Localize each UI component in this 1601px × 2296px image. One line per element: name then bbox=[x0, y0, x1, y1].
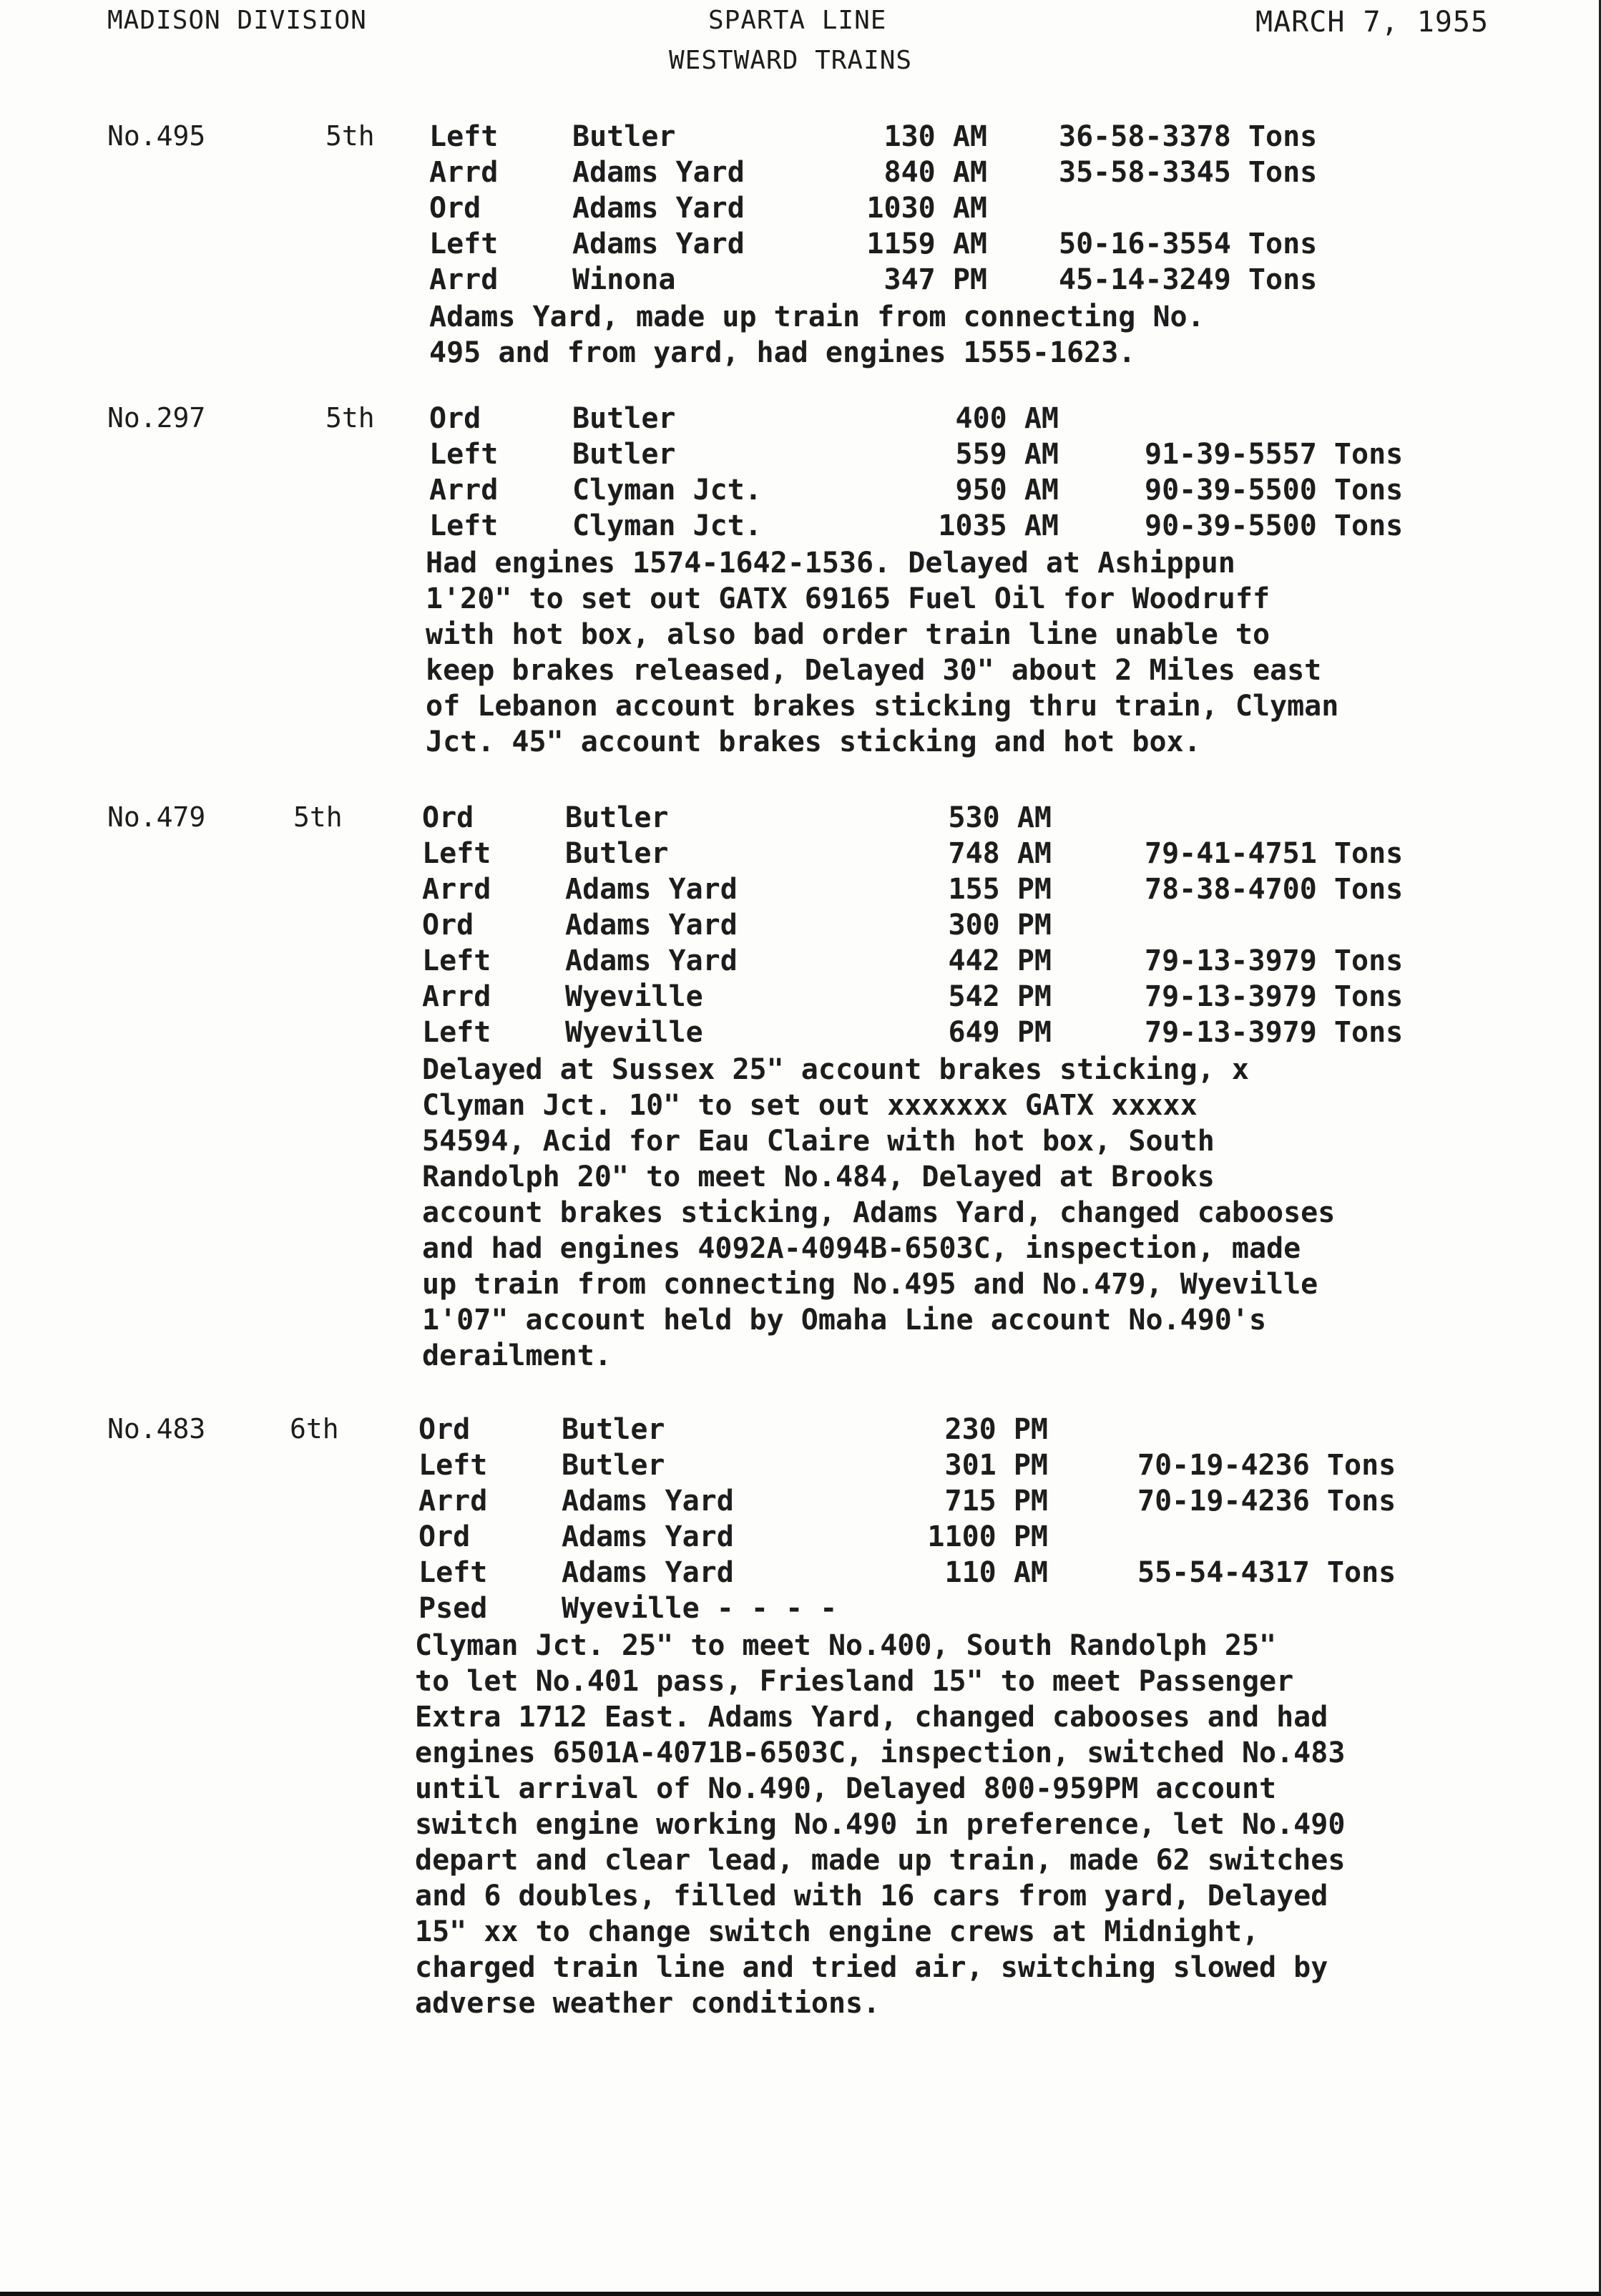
train-entry bbox=[429, 228, 987, 263]
entry-action: Ord bbox=[422, 801, 474, 834]
entry-place: Clyman Jct. bbox=[572, 474, 762, 507]
note-line: Delayed at Sussex 25" account brakes sticking, x bbox=[422, 1053, 1249, 1086]
entry-action: Ord bbox=[429, 402, 481, 435]
entry-place: Adams Yard bbox=[572, 192, 745, 225]
entry-time: 300 PM bbox=[948, 909, 1052, 942]
entry-place: Clyman Jct. bbox=[572, 509, 762, 542]
note-line: and 6 doubles, filled with 16 cars from yard, Delayed bbox=[415, 1880, 1328, 1912]
date-header: MARCH 7, 1955 bbox=[1255, 6, 1489, 39]
note-line: Adams Yard, made up train from connecting No. bbox=[429, 301, 1205, 333]
entry-action: Arrd bbox=[418, 1485, 488, 1518]
entry-time: 649 PM bbox=[948, 1016, 1052, 1049]
entry-time: 840 AM bbox=[883, 156, 987, 189]
entry-time: 442 PM bbox=[948, 944, 1052, 977]
note-line: with hot box, also bad order train line unable to bbox=[426, 618, 1270, 651]
entry-action: Ord bbox=[422, 909, 474, 942]
note-line: of Lebanon account brakes sticking thru train, Clyman bbox=[426, 690, 1339, 723]
train-entry bbox=[422, 837, 1052, 873]
train-entry bbox=[429, 192, 987, 228]
entry-action: Arrd bbox=[429, 474, 499, 507]
entry-place: Butler bbox=[572, 438, 676, 471]
note-line: to let No.401 pass, Friesland 15" to meet Passenger bbox=[415, 1665, 1294, 1698]
entry-time: 400 AM bbox=[955, 402, 1059, 435]
entry-action: Left bbox=[429, 509, 499, 542]
train-entry bbox=[418, 1449, 1048, 1485]
train-number: No.483 bbox=[107, 1413, 206, 1445]
entry-time: 1035 AM bbox=[938, 509, 1059, 542]
entry-place: Butler bbox=[565, 801, 669, 834]
entry-time: 559 AM bbox=[955, 438, 1059, 471]
entry-action: Arrd bbox=[422, 980, 491, 1013]
note-line: engines 6501A-4071B-6503C, inspection, switched No.483 bbox=[415, 1736, 1346, 1769]
entry-action: Left bbox=[422, 1016, 491, 1049]
entry-place: Adams Yard bbox=[572, 228, 745, 260]
entry-time: 110 AM bbox=[944, 1556, 1048, 1589]
entry-place: Butler bbox=[562, 1449, 665, 1482]
entry-time: 1030 AM bbox=[866, 192, 987, 225]
entry-place: Butler bbox=[572, 402, 676, 435]
division-header: MADISON DIVISION bbox=[107, 6, 367, 35]
train-entry bbox=[418, 1485, 1048, 1520]
note-line: up train from connecting No.495 and No.479, Wyeville bbox=[422, 1268, 1318, 1301]
line-header: SPARTA LINE bbox=[708, 6, 887, 35]
entry-place: Butler bbox=[562, 1413, 665, 1446]
entry-place: Adams Yard bbox=[562, 1485, 734, 1518]
note-line: until arrival of No.490, Delayed 800-959PM account bbox=[415, 1772, 1277, 1805]
train-entry bbox=[422, 909, 1052, 944]
note-line: Clyman Jct. 25" to meet No.400, South Randolph 25" bbox=[415, 1629, 1277, 1662]
train-day: 6th bbox=[290, 1413, 339, 1445]
train-notes bbox=[426, 545, 1338, 760]
entry-action: Left bbox=[418, 1556, 488, 1589]
note-line: charged train line and tried air, switching slowed by bbox=[415, 1951, 1328, 1984]
entry-place: Winona bbox=[572, 263, 676, 296]
entry-action: Left bbox=[418, 1449, 488, 1482]
note-line: Randolph 20" to meet No.484, Delayed at Brooks bbox=[422, 1161, 1215, 1193]
train-entry bbox=[429, 509, 1059, 545]
train-entry bbox=[422, 980, 1052, 1016]
train-number: No.495 bbox=[107, 120, 206, 152]
note-line: depart and clear lead, made up train, made 62 switches bbox=[415, 1844, 1346, 1877]
train-notes bbox=[429, 299, 1205, 371]
entry-time: 950 AM bbox=[955, 474, 1059, 507]
note-line: account brakes sticking, Adams Yard, changed cabooses bbox=[422, 1196, 1336, 1229]
entry-time: 542 PM bbox=[948, 980, 1052, 1013]
train-entry bbox=[418, 1556, 1048, 1592]
entry-action: Left bbox=[422, 837, 491, 870]
entry-time: 130 AM bbox=[883, 120, 987, 153]
entry-place: Wyeville bbox=[565, 980, 703, 1013]
entry-time: 530 AM bbox=[948, 801, 1052, 834]
entry-time: 347 PM bbox=[883, 263, 987, 296]
note-line: adverse weather conditions. bbox=[415, 1987, 881, 2020]
note-line: Had engines 1574-1642-1536. Delayed at Ashippun bbox=[426, 547, 1235, 580]
note-line: and had engines 4092A-4094B-6503C, inspection, made bbox=[422, 1232, 1301, 1265]
note-line: Clyman Jct. 10" to set out xxxxxxx GATX xxxxx bbox=[422, 1089, 1198, 1122]
entry-action: Ord bbox=[418, 1520, 471, 1553]
entry-action: Left bbox=[422, 944, 491, 977]
entry-time: 1100 PM bbox=[927, 1520, 1048, 1553]
entry-place: Wyeville bbox=[565, 1016, 703, 1049]
entry-action: Psed bbox=[418, 1592, 488, 1625]
train-day: 5th bbox=[325, 120, 375, 152]
train-notes bbox=[415, 1628, 1345, 2021]
entry-action: Arrd bbox=[429, 263, 499, 296]
entry-place: Adams Yard bbox=[565, 873, 738, 906]
train-notes bbox=[422, 1052, 1335, 1374]
entry-place: Adams Yard bbox=[562, 1556, 734, 1589]
train-entry bbox=[429, 156, 987, 192]
train-entry bbox=[429, 120, 987, 156]
train-entry bbox=[418, 1520, 1048, 1556]
entry-place: Adams Yard bbox=[572, 156, 745, 189]
entry-time: 748 AM bbox=[948, 837, 1052, 870]
entry-place: Adams Yard bbox=[565, 909, 738, 942]
note-line: switch engine working No.490 in preference, let No.490 bbox=[415, 1808, 1346, 1841]
entry-action: Ord bbox=[429, 192, 481, 225]
note-line: 15" xx to change switch engine crews at Midnight, bbox=[415, 1915, 1260, 1948]
direction-header: WESTWARD TRAINS bbox=[669, 46, 913, 75]
entry-place: Adams Yard bbox=[562, 1520, 734, 1553]
entry-action: Left bbox=[429, 120, 499, 153]
entry-action: Arrd bbox=[429, 156, 499, 189]
note-line: 495 and from yard, had engines 1555-1623. bbox=[429, 336, 1136, 369]
train-entry bbox=[429, 474, 1059, 509]
train-number: No.297 bbox=[107, 402, 206, 434]
train-entry bbox=[418, 1592, 1048, 1628]
entry-action: Left bbox=[429, 438, 499, 471]
train-entry bbox=[429, 263, 987, 299]
entry-place: Butler bbox=[572, 120, 676, 153]
note-line: Extra 1712 East. Adams Yard, changed cabooses and had bbox=[415, 1701, 1328, 1734]
entry-time: 715 PM bbox=[944, 1485, 1048, 1518]
entry-time: 301 PM bbox=[944, 1449, 1048, 1482]
entry-place: Butler bbox=[565, 837, 669, 870]
document-page: MADISON DIVISION SPARTA LINE WESTWARD TRAINS MARCH 7, 1955 No.495 5th Left Butler 130 AM 36-58-3378 Tons Arrd Adams Yard 840 AM 35-58-3345 Tons Ord Adams Yard 1030 AM Left Adams Yard 1159 AM 50-16-3554 Tons Arrd Winona 347 PM 45-14-3249 Tons Adams Yard, made up train from connecting No. 495 and from yard, had engines 1555-1623. No.297 5th Ord Butler 400 AM Left Butler 559 AM 91-39-5557 Tons Arrd Clyman Jct. 950 AM 90-39-5500 Tons Left Clyman Jct. 1035 AM 90-39-5500 Tons Had engines 1574-1642-1536. Delayed at Ashippun 1'20" to set out GATX 69165 Fuel Oil for Woodruff with hot box, also bad order train line unable to keep brakes released, Delayed 30" about 2 Miles east of Lebanon account brakes sticking thru train, Clyman Jct. 45" account brakes sticking and hot box. No.479 5th Ord Butler 530 AM Left Butler 748 AM 79-41-4751 Tons Arrd Adams Yard 155 PM 78-38-4700 Tons Ord Adams Yard 300 PM Left Adams Yard 442 PM 79-13-3979 Tons Arrd Wyeville 542 PM 79-13-3979 Tons Left Wyeville 649 PM 79-13-3979 Tons Delayed at Sussex 25" account brakes sticking, x Clyman Jct. 10" to set out xxxxxxx GATX xxxxx 54594, Acid for Eau Claire with hot box, South Randolph 20" to meet No.484, Delayed at Brooks account brakes sticking, Adams Yard, changed cabooses and had engines 4092A-4094B-6503C, inspection, made up train from connecting No.495 and No.479, Wyeville 1'07" account held by Omaha Line account No.490's derailment. No.483 6th Ord Butler 230 PM Left Butler 301 PM 70-19-4236 Tons Arrd Adams Yard 715 PM 70-19-4236 Tons Ord Adams Yard 1100 PM Left Adams Yard 110 AM 55-54-4317 Tons Psed Wyeville - - - - Clyman Jct. 25" to meet No.400, South Randolph 25" to let No.401 pass, Friesland 15" to meet Passenger Extra 1712 East. Adams Yard, changed cabooses and had engines 6501A-4071B-6503C, inspection, switched No.483 until arrival of No.490, Delayed 800-959PM account switch engine working No.490 in preference, let No.490 depart and clear lead, made up train, made 62 switches and 6 doubles, filled with 16 cars from yard, Delayed 15" xx to change switch engine crews at Midnight, charged train line and tried air, switching slowed by adverse weather conditions. bbox=[0, 0, 1601, 2296]
entry-time: 1159 AM bbox=[866, 228, 987, 260]
train-entry bbox=[429, 402, 1059, 438]
train-entry bbox=[422, 944, 1052, 980]
entry-place: Adams Yard bbox=[565, 944, 738, 977]
entry-place: Wyeville - - - - bbox=[562, 1592, 838, 1625]
train-entry bbox=[422, 1016, 1052, 1052]
train-number: No.479 bbox=[107, 801, 206, 833]
train-day: 5th bbox=[293, 801, 343, 833]
note-line: 54594, Acid for Eau Claire with hot box, South bbox=[422, 1125, 1215, 1158]
entry-action: Arrd bbox=[422, 873, 491, 906]
train-entry bbox=[422, 801, 1052, 837]
entry-time: 230 PM bbox=[944, 1413, 1048, 1446]
entry-action: Ord bbox=[418, 1413, 471, 1446]
train-entry bbox=[429, 438, 1059, 474]
entry-time: 155 PM bbox=[948, 873, 1052, 906]
entry-action: Left bbox=[429, 228, 499, 260]
note-line: derailment. bbox=[422, 1339, 612, 1372]
train-day: 5th bbox=[325, 402, 375, 434]
note-line: keep brakes released, Delayed 30" about 2 Miles east bbox=[426, 654, 1322, 687]
train-entry bbox=[422, 873, 1052, 909]
train-entry bbox=[418, 1413, 1048, 1449]
note-line: 1'20" to set out GATX 69165 Fuel Oil for Woodruff bbox=[426, 582, 1270, 615]
note-line: Jct. 45" account brakes sticking and hot box. bbox=[426, 726, 1201, 758]
note-line: 1'07" account held by Omaha Line account No.490's bbox=[422, 1304, 1267, 1337]
